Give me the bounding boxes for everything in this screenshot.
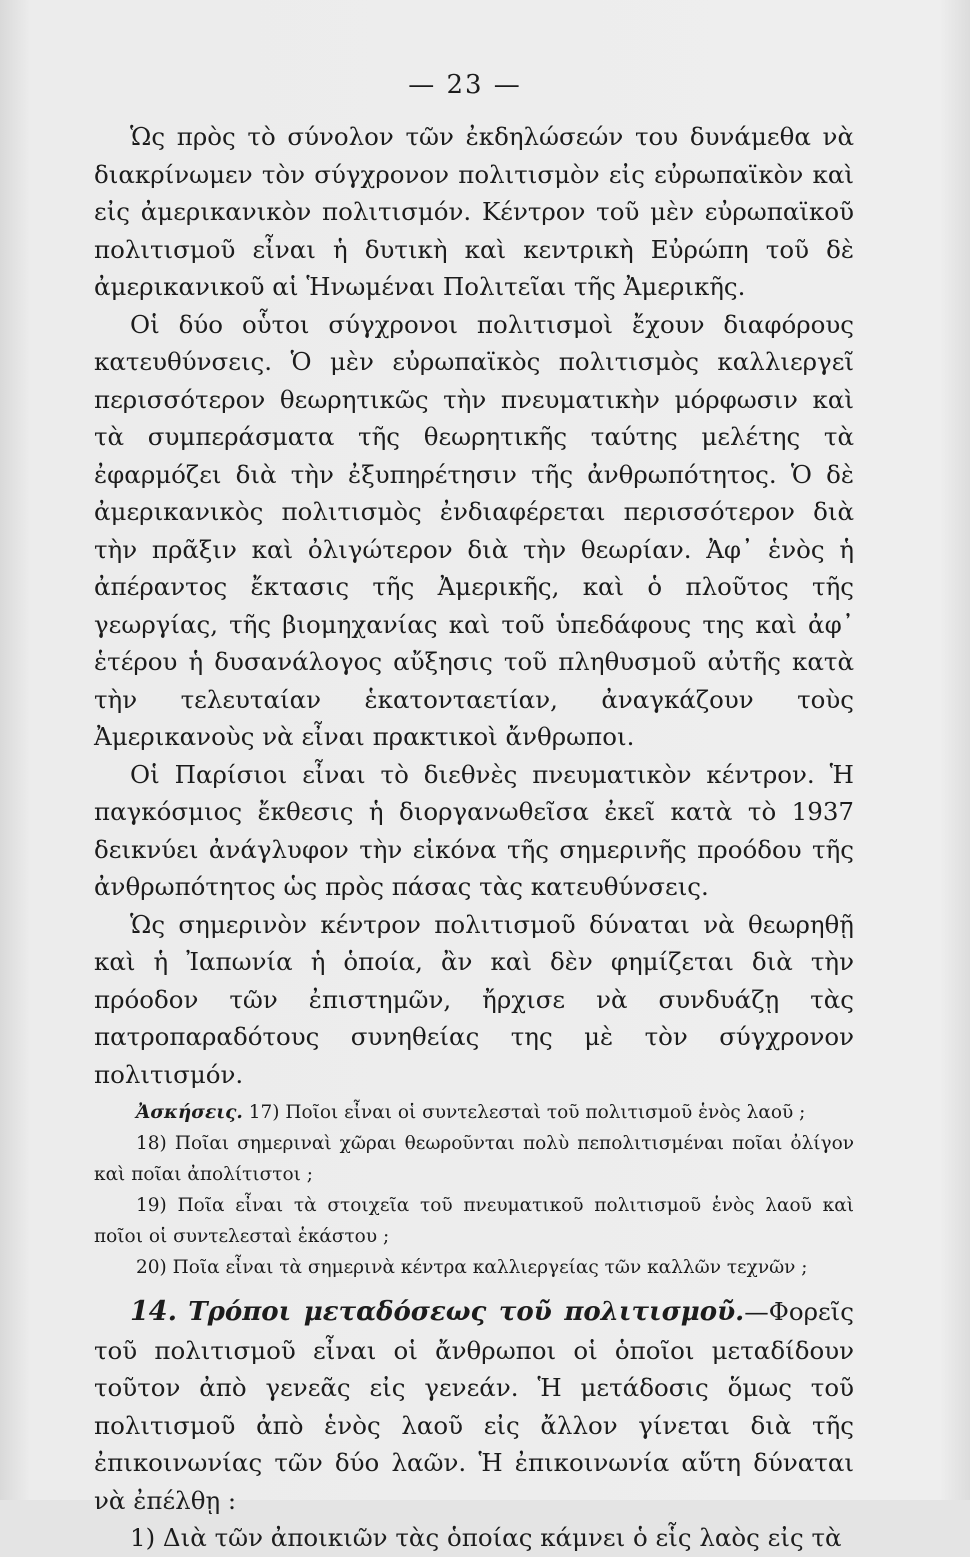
page-number: — 23 — <box>408 70 522 100</box>
exercises-block <box>94 1097 854 1283</box>
exercise-item: 20) Ποῖα εἶναι τὰ σημερινὰ κέντρα καλλιεργείας τῶν καλλῶν τεχνῶν ; <box>136 1257 808 1278</box>
paragraph: Ὡς πρὸς τὸ σύνολον τῶν ἐκδηλώσεών του δυνάμεθα νὰ διακρίνωμεν τὸν σύγχρονον πολιτισμὸν εἰς εὐρωπαϊκὸν καὶ εἰς ἀμερικανικὸν πολιτισμόν. Κέντρον τοῦ μὲν εὐρωπαϊκοῦ πολιτισμοῦ εἶναι ἡ δυτικὴ καὶ κεντρικὴ Εὐρώπη τοῦ δὲ ἀμερικανικοῦ αἱ Ἡνωμέναι Πολιτεῖαι τῆς Ἀμερικῆς. <box>94 122 854 301</box>
paragraph: Ὡς σημερινὸν κέντρον πολιτισμοῦ δύναται νὰ θεωρηθῇ καὶ ἡ Ἰαπωνία ἡ ὁποία, ἂν καὶ δὲν φημίζεται διὰ τὴν πρόοδον τῶν ἐπιστημῶν, ἤρχισε νὰ συνδυάζῃ τὰς πατροπαραδότους συνηθείας της μὲ τὸν σύγχρονον πολιτισμόν. <box>94 909 854 1089</box>
section-number: 14. <box>130 1296 177 1327</box>
section-body: Φορεῖς τοῦ πολιτισμοῦ εἶναι οἱ ἄνθρωποι οἱ ὁποῖοι μεταδίδουν τοῦτον ἀπὸ γενεᾶς εἰς γενεάν. Ἡ μετάδοσις ὅμως τοῦ πολιτισμοῦ ἀπὸ ἑνὸς λαοῦ εἰς ἄλλον γίνεται διὰ τῆς ἐπικοινωνίας τῶν δύο λαῶν. Ἡ ἐπικοινωνία αὕτη δύναται νὰ ἐπέλθῃ : <box>94 1297 854 1515</box>
paragraph: Οἱ Παρίσιοι εἶναι τὸ διεθνὲς πνευματικὸν κέντρον. Ἡ παγκόσμιος ἔκθεσις ἡ διοργανωθεῖσα ἐκεῖ κατὰ τὸ 1937 δεικνύει ἀνάγλυφον τὴν εἰκόνα τῆς σημερινῆς προόδου τῆς ἀνθρωπότητος ὡς πρὸς πάσας τὰς κατευθύνσεις. <box>94 759 854 901</box>
exercise-item: 18) Ποῖαι σημεριναὶ χῶραι θεωροῦνται πολὺ πεπολιτισμέναι ποῖαι ὀλίγον καὶ ποῖαι ἀπολίτιστοι ; <box>94 1133 854 1185</box>
page-body <box>94 118 854 1557</box>
section-14 <box>94 1293 854 1557</box>
section-title: Τρόποι μεταδόσεως τοῦ πολιτισμοῦ. <box>188 1297 745 1327</box>
section-dash: — <box>744 1297 769 1326</box>
exercise-item: 19) Ποῖα εἶναι τὰ στοιχεῖα τοῦ πνευματικοῦ πολιτισμοῦ ἑνὸς λαοῦ καὶ ποῖοι οἱ συντελεσταὶ ἑκάστου ; <box>94 1195 854 1247</box>
exercise-item <box>94 1097 854 1128</box>
exercises-label: Ἀσκήσεις. <box>136 1102 243 1123</box>
paragraph: Οἱ δύο οὗτοι σύγχρονοι πολιτισμοὶ ἔχουν διαφόρους κατευθύνσεις. Ὁ μὲν εὐρωπαϊκὸς πολιτισμὸς καλλιεργεῖ περισσότερον θεωρητικῶς τὴν πνευματικὴν μόρφωσιν καὶ τὰ συμπεράσματα τῆς θεωρητικῆς ταύτης μελέτης τὰ ἐφαρμόζει διὰ τὴν ἐξυπηρέτησιν τῆς ἀνθρωπότητος. Ὁ δὲ ἀμερικανικὸς πολιτισμὸς ἐνδιαφέρεται περισσότερον διὰ τὴν πρᾶξιν καὶ ὀλιγώτερον διὰ τὴν θεωρίαν. Ἀφ᾽ ἑνὸς ἡ ἀπέραντος ἔκτασις τῆς Ἀμερικῆς, καὶ ὁ πλοῦτος τῆς γεωργίας, τῆς βιομηχανίας καὶ τοῦ ὑπεδάφους της καὶ ἀφ᾽ ἑτέρου ἡ δυσανάλογος αὔξησις τοῦ πληθυσμοῦ αὐτῆς κατὰ τὴν τελευταίαν ἑκατονταετίαν, ἀναγκάζουν τοὺς Ἀμερικανοὺς νὰ εἶναι πρακτικοὶ ἄνθρωποι. <box>94 309 854 751</box>
exercise-text: 17) Ποῖοι εἶναι οἱ συντελεσταὶ τοῦ πολιτισμοῦ ἑνὸς λαοῦ ; <box>248 1102 806 1123</box>
section-paragraph <box>94 1293 854 1519</box>
section-list-item: 1) Διὰ τῶν ἀποικιῶν τὰς ὁποίας κάμνει ὁ εἷς λαὸς εἰς τὰ <box>130 1523 842 1552</box>
